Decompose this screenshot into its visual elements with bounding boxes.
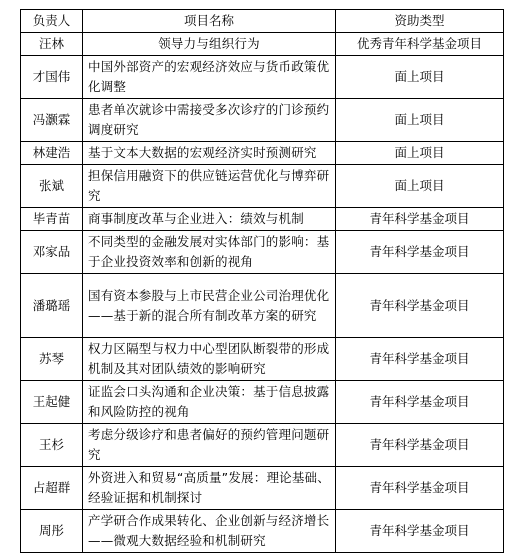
table-row [21,231,504,274]
owner-cell: 邓家品 [21,231,83,274]
type-cell: 青年科学基金项目 [336,274,504,338]
title-cell: 考虑分级诊疗和患者偏好的预约管理问题研究 [83,424,336,467]
title-cell: 基于文本大数据的宏观经济实时预测研究 [83,142,336,165]
type-cell: 面上项目 [336,56,504,99]
header-owner: 负责人 [21,10,83,33]
title-cell: 外资进入和贸易“高质量”发展：理论基础、经验证据和机制探讨 [83,467,336,510]
type-cell: 青年科学基金项目 [336,510,504,553]
table-row [21,338,504,381]
owner-cell: 苏琴 [21,338,83,381]
title-cell: 权力区隔型与权力中心型团队断裂带的形成机制及其对团队绩效的影响研究 [83,338,336,381]
table-row [21,142,504,165]
title-cell: 不同类型的金融发展对实体部门的影响：基于企业投资效率和创新的视角 [83,231,336,274]
funding-table [20,9,504,553]
title-cell: 中国外部资产的宏观经济效应与货币政策优化调整 [83,56,336,99]
table-row [21,165,504,208]
table-header-row [21,10,504,33]
owner-cell: 林建浩 [21,142,83,165]
funding-table-container [20,9,503,553]
type-cell: 青年科学基金项目 [336,231,504,274]
header-title: 项目名称 [83,10,336,33]
owner-cell: 才国伟 [21,56,83,99]
table-row [21,274,504,338]
table-row [21,33,504,56]
type-cell: 面上项目 [336,142,504,165]
owner-cell: 张斌 [21,165,83,208]
type-cell: 青年科学基金项目 [336,467,504,510]
table-row [21,208,504,231]
table-row [21,99,504,142]
title-cell: 领导力与组织行为 [83,33,336,56]
owner-cell: 潘璐瑶 [21,274,83,338]
type-cell: 面上项目 [336,165,504,208]
owner-cell: 冯灏霖 [21,99,83,142]
table-row [21,381,504,424]
owner-cell: 毕青苗 [21,208,83,231]
owner-cell: 汪林 [21,33,83,56]
owner-cell: 周彤 [21,510,83,553]
title-cell: 担保信用融资下的供应链运营优化与博弈研究 [83,165,336,208]
title-cell: 商事制度改革与企业进入：绩效与机制 [83,208,336,231]
header-type: 资助类型 [336,10,504,33]
type-cell: 青年科学基金项目 [336,338,504,381]
table-row [21,56,504,99]
title-cell: 患者单次就诊中需接受多次诊疗的门诊预约调度研究 [83,99,336,142]
table-row [21,467,504,510]
table-row [21,424,504,467]
type-cell: 青年科学基金项目 [336,424,504,467]
type-cell: 青年科学基金项目 [336,208,504,231]
title-cell: 产学研合作成果转化、企业创新与经济增长——微观大数据经验和机制研究 [83,510,336,553]
title-cell: 证监会口头沟通和企业决策：基于信息披露和风险防控的视角 [83,381,336,424]
type-cell: 青年科学基金项目 [336,381,504,424]
owner-cell: 占超群 [21,467,83,510]
table-row [21,510,504,553]
type-cell: 面上项目 [336,99,504,142]
owner-cell: 王起健 [21,381,83,424]
owner-cell: 王杉 [21,424,83,467]
title-cell: 国有资本参股与上市民营企业公司治理优化——基于新的混合所有制改革方案的研究 [83,274,336,338]
type-cell: 优秀青年科学基金项目 [336,33,504,56]
